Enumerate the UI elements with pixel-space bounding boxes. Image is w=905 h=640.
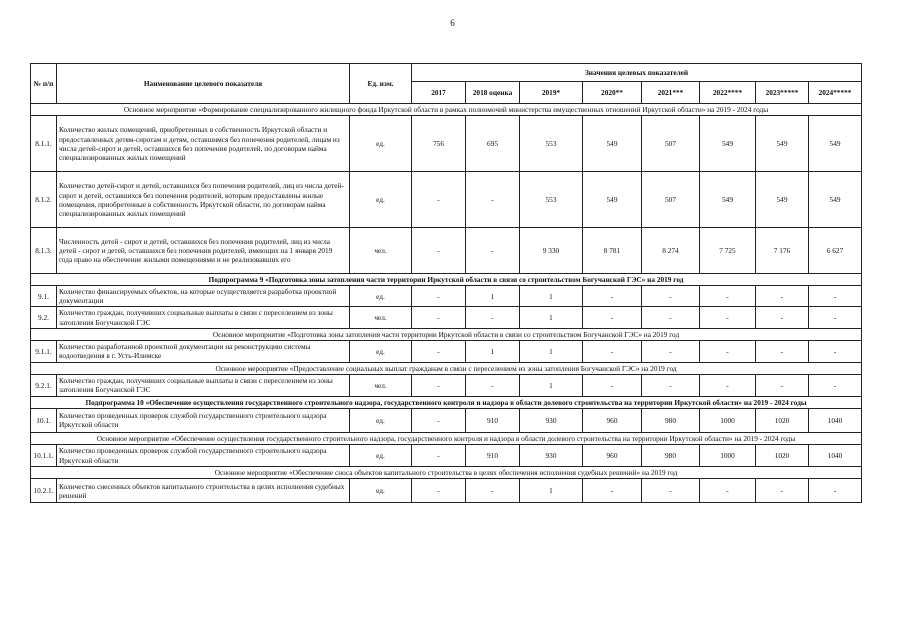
value-cell: 1020 (756, 408, 809, 432)
value-cell: - (583, 340, 642, 362)
value-cell: 695 (466, 116, 520, 172)
value-cell: 980 (642, 408, 700, 432)
value-cell: - (583, 286, 642, 307)
row-number: 9.1. (31, 286, 57, 307)
indicator-name: Численность детей - сирот и детей, оставшихся без попечения родителей, лиц из числа детей - сирот и детей, оставшихся без попечения родителей, имеющих на 1 января 2019 года право на обеспечение жилыми помещениями и не реализовавших его (57, 228, 350, 274)
section-title: Основное мероприятие «Подготовка зоны затопления части территории Иркутской области в связи со строительством Богучанской ГЭС» на 2019 год (31, 328, 862, 340)
value-cell: - (642, 479, 700, 503)
value-cell: 6 627 (809, 228, 862, 274)
value-cell: 930 (520, 408, 583, 432)
value-cell: 756 (412, 116, 466, 172)
section-row (31, 467, 862, 479)
value-cell: 960 (583, 445, 642, 467)
value-cell: - (756, 479, 809, 503)
value-cell: 553 (520, 172, 583, 228)
value-cell: 1000 (700, 408, 756, 432)
unit-cell: ед. (350, 340, 412, 362)
row-number: 10.1.1. (31, 445, 57, 467)
section-title: Подпрограмма 9 «Подготовка зоны затопления части территории Иркутской области в связи со строительством Богучанской ГЭС» на 2019 год (31, 274, 862, 286)
header-year: 2018 оценка (466, 82, 520, 104)
value-cell: 1 (520, 479, 583, 503)
table-row (31, 172, 862, 228)
unit-cell: ед. (350, 116, 412, 172)
target-indicators-table (30, 63, 862, 503)
value-cell: - (756, 374, 809, 396)
unit-cell: ед. (350, 286, 412, 307)
value-cell: - (700, 374, 756, 396)
value-cell: 1 (520, 340, 583, 362)
value-cell: - (466, 307, 520, 328)
unit-cell: чел. (350, 307, 412, 328)
table-row (31, 374, 862, 396)
table-row (31, 340, 862, 362)
value-cell: 1 (466, 286, 520, 307)
table-row (31, 479, 862, 503)
value-cell: 1 (520, 286, 583, 307)
indicator-name: Количество граждан, получивших социальные выплаты в связи с переселением из зоны затопления Богучанской ГЭС (57, 374, 350, 396)
value-cell: 1000 (700, 445, 756, 467)
value-cell: - (412, 445, 466, 467)
unit-cell: ед. (350, 408, 412, 432)
value-cell: - (583, 479, 642, 503)
value-cell: 507 (642, 172, 700, 228)
table-row (31, 408, 862, 432)
value-cell: - (809, 286, 862, 307)
value-cell: - (583, 307, 642, 328)
row-number: 9.2.1. (31, 374, 57, 396)
value-cell: 549 (756, 116, 809, 172)
section-row (31, 104, 862, 116)
table-row (31, 286, 862, 307)
section-row (31, 396, 862, 408)
table-row (31, 307, 862, 328)
value-cell: 8 781 (583, 228, 642, 274)
value-cell: - (412, 479, 466, 503)
value-cell: 1 (520, 307, 583, 328)
unit-cell: чел. (350, 228, 412, 274)
row-number: 8.1.3. (31, 228, 57, 274)
table-row (31, 228, 862, 274)
value-cell: - (412, 408, 466, 432)
value-cell: 930 (520, 445, 583, 467)
value-cell: 1020 (756, 445, 809, 467)
value-cell: - (466, 172, 520, 228)
row-number: 10.1. (31, 408, 57, 432)
header-year: 2021*** (642, 82, 700, 104)
value-cell: - (809, 374, 862, 396)
value-cell: - (642, 340, 700, 362)
header-year: 2020** (583, 82, 642, 104)
section-title: Подпрограмма 10 «Обеспечение осуществления государственного строительного надзора, государственного контроля и надзора в области долевого строительства на территории Иркутской области» на 2019 - 2024 годы (31, 396, 862, 408)
value-cell: 960 (583, 408, 642, 432)
indicator-name: Количество проведенных проверок службой государственного строительного надзора Иркутской области (57, 408, 350, 432)
table-body (31, 104, 862, 503)
unit-cell: ед. (350, 479, 412, 503)
value-cell: - (412, 374, 466, 396)
value-cell: 1 (520, 374, 583, 396)
indicator-name: Количество проведенных проверок службой государственного строительного надзора Иркутской области (57, 445, 350, 467)
section-title: Основное мероприятие «Формирование специализированного жилищного фонда Иркутской области в рамках полномочий министерства имущественных отношений Иркутской области» на 2019 - 2024 годы (31, 104, 862, 116)
value-cell: - (466, 228, 520, 274)
indicator-name: Количество граждан, получивших социальные выплаты в связи с переселением из зоны затопления Богучанской ГЭС (57, 307, 350, 328)
section-row (31, 432, 862, 444)
value-cell: - (412, 340, 466, 362)
value-cell: - (756, 286, 809, 307)
value-cell: - (583, 374, 642, 396)
value-cell: 549 (756, 172, 809, 228)
value-cell: 507 (642, 116, 700, 172)
value-cell: 1040 (809, 445, 862, 467)
value-cell: 549 (583, 172, 642, 228)
value-cell: - (700, 479, 756, 503)
value-cell: 549 (809, 116, 862, 172)
value-cell: 910 (466, 408, 520, 432)
value-cell: - (412, 286, 466, 307)
indicator-name: Количество снесенных объектов капитального строительства в целях исполнения судебных решений (57, 479, 350, 503)
value-cell: 549 (809, 172, 862, 228)
value-cell: 553 (520, 116, 583, 172)
unit-cell: ед. (350, 445, 412, 467)
unit-cell: чел. (350, 374, 412, 396)
value-cell: 9 330 (520, 228, 583, 274)
value-cell: - (809, 479, 862, 503)
value-cell: 549 (700, 116, 756, 172)
value-cell: 8 274 (642, 228, 700, 274)
value-cell: - (700, 340, 756, 362)
header-year: 2017 (412, 82, 466, 104)
table-header (31, 64, 862, 104)
page-number: 6 (450, 18, 455, 28)
value-cell: - (466, 479, 520, 503)
header-values-group: Значения целевых показателей (412, 64, 862, 82)
header-year: 2019* (520, 82, 583, 104)
row-number: 8.1.1. (31, 116, 57, 172)
header-unit: Ед. изм. (350, 64, 412, 104)
value-cell: - (466, 374, 520, 396)
row-number: 9.2. (31, 307, 57, 328)
section-row (31, 328, 862, 340)
value-cell: - (809, 307, 862, 328)
value-cell: - (412, 307, 466, 328)
value-cell: - (642, 307, 700, 328)
value-cell: - (700, 307, 756, 328)
header-name: Наименование целевого показателя (57, 64, 350, 104)
indicator-name: Количество жилых помещений, приобретенных в собственность Иркутской области и предоставленных детям-сиротам и детям, оставшимся без попечения родителей, лицам из числа детей-сирот и детей, оставшихся без попечения родителей, по договорам найма специализированных жилых помещений (57, 116, 350, 172)
value-cell: 7 176 (756, 228, 809, 274)
header-num: № п/п (31, 64, 57, 104)
value-cell: 549 (700, 172, 756, 228)
section-row (31, 362, 862, 374)
section-row (31, 274, 862, 286)
section-title: Основное мероприятие «Обеспечение сноса объектов капитального строительства в целях обеспечения исполнения судебных решений» на 2019 год (31, 467, 862, 479)
table-row (31, 445, 862, 467)
value-cell: - (756, 307, 809, 328)
value-cell: - (700, 286, 756, 307)
value-cell: - (809, 340, 862, 362)
section-title: Основное мероприятие «Обеспечение осуществления государственного строительного надзора, государственного контроля и надзора в области долевого строительства на территории Иркутской области» на 2019 - 2024 годы (31, 432, 862, 444)
value-cell: - (642, 286, 700, 307)
value-cell: 1 (466, 340, 520, 362)
value-cell: - (412, 228, 466, 274)
value-cell: - (412, 172, 466, 228)
section-title: Основное мероприятие «Предоставление социальных выплат гражданам в связи с переселением из зоны затопления Богучанской ГЭС» на 2019 год (31, 362, 862, 374)
row-number: 9.1.1. (31, 340, 57, 362)
value-cell: 549 (583, 116, 642, 172)
header-year: 2024***** (809, 82, 862, 104)
value-cell: 910 (466, 445, 520, 467)
indicator-name: Количество детей-сирот и детей, оставшихся без попечения родителей, лиц из числа детей-сирот и детей, оставшихся без попечения родителей, которым предоставлены жилые помещения, приобретенные в собственность Иркутской области, по договорам найма специализированных жилых помещений (57, 172, 350, 228)
table-row (31, 116, 862, 172)
value-cell: 1040 (809, 408, 862, 432)
value-cell: 7 725 (700, 228, 756, 274)
indicator-name: Количество финансируемых объектов, на которые осуществляется разработка проектной документации (57, 286, 350, 307)
row-number: 8.1.2. (31, 172, 57, 228)
header-year: 2022**** (700, 82, 756, 104)
value-cell: - (756, 340, 809, 362)
unit-cell: ед. (350, 172, 412, 228)
value-cell: - (642, 374, 700, 396)
value-cell: 980 (642, 445, 700, 467)
header-year: 2023***** (756, 82, 809, 104)
row-number: 10.2.1. (31, 479, 57, 503)
indicator-name: Количество разработанной проектной документации на реконструкцию системы водоотведения в г. Усть-Илимске (57, 340, 350, 362)
